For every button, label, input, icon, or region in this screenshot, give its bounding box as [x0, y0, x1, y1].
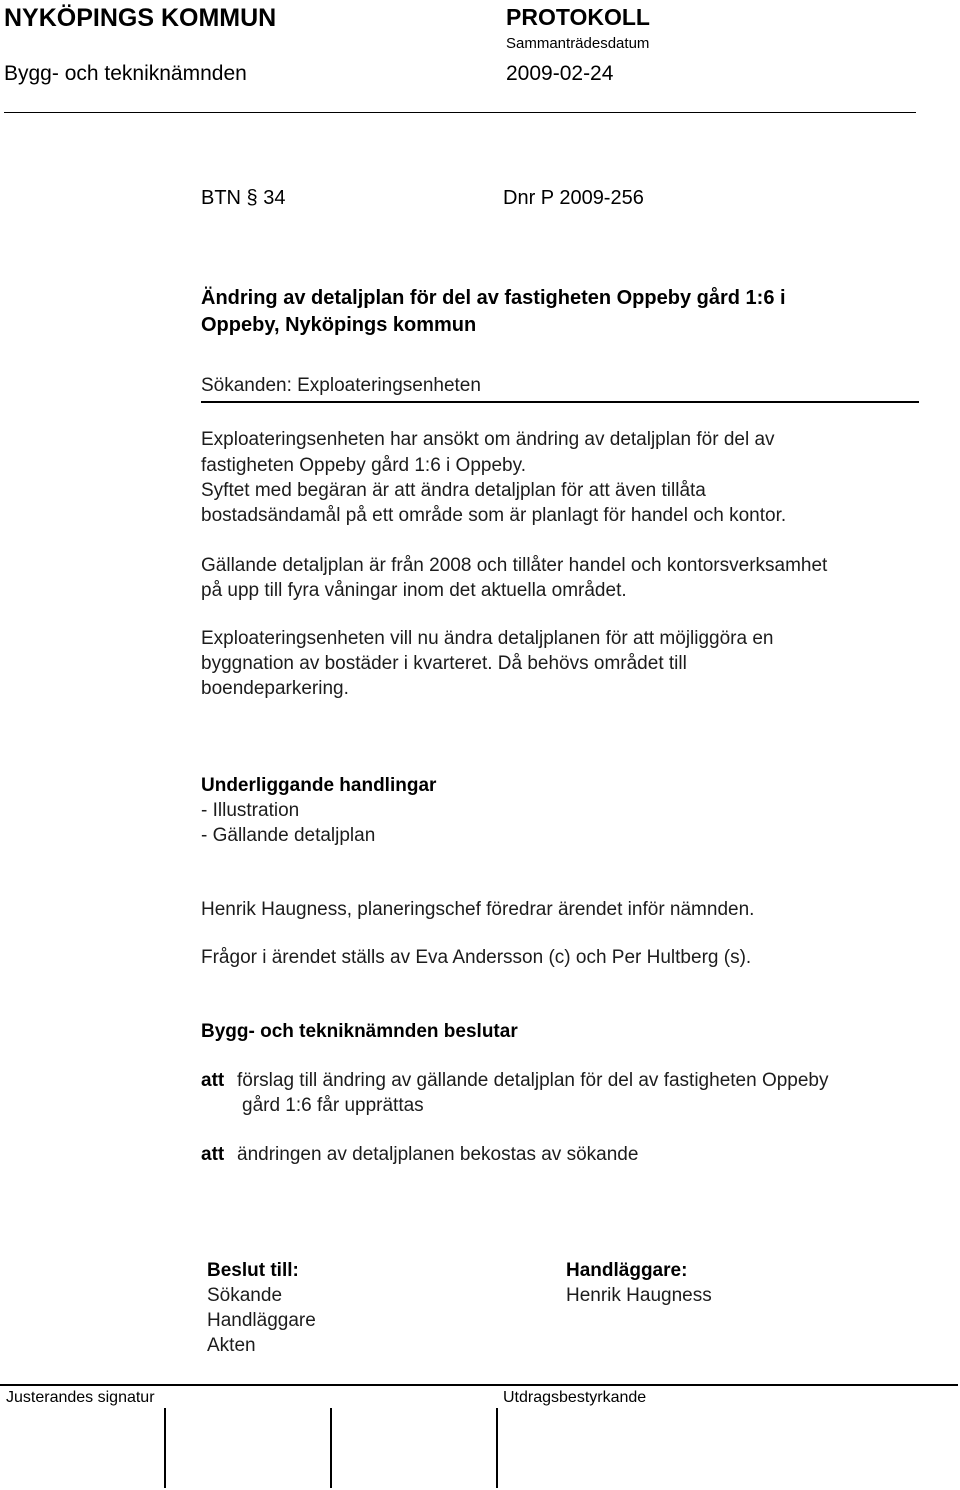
- distribution-item: Akten: [207, 1335, 256, 1356]
- date-label: Sammanträdesdatum: [506, 35, 650, 52]
- signature-divider: [164, 1408, 166, 1488]
- signature-divider: [496, 1408, 498, 1488]
- paragraph-1-line-4: bostadsändamål på ett område som är planlagt för handel och kontor.: [201, 505, 787, 526]
- committee-name: Bygg- och tekniknämnden: [4, 62, 247, 85]
- att-keyword: att: [201, 1070, 225, 1091]
- att-keyword: att: [201, 1144, 225, 1165]
- document-item: - Illustration: [201, 800, 300, 821]
- signature-divider: [330, 1408, 332, 1488]
- meeting-date: 2009-02-24: [506, 62, 614, 85]
- paragraph-1-line-3: Syftet med begäran är att ändra detaljplan för att även tillåta: [201, 480, 706, 501]
- paragraph-2-line-2: på upp till fyra våningar inom det aktuella området.: [201, 580, 627, 601]
- decision-item-1-line-1: förslag till ändring av gällande detaljplan för del av fastigheten Oppeby: [237, 1070, 829, 1091]
- applicant: Sökanden: Exploateringsenheten: [201, 375, 481, 396]
- doc-type: PROTOKOLL: [506, 4, 650, 30]
- applicant-underline: [201, 401, 919, 403]
- header-rule: [4, 112, 916, 113]
- decision-item-2: ändringen av detaljplanen bekostas av sökande: [237, 1144, 639, 1165]
- handler-heading: Handläggare:: [566, 1260, 688, 1281]
- decision-item-1-line-2: gård 1:6 får upprättas: [242, 1095, 424, 1116]
- distribution-item: Sökande: [207, 1285, 283, 1306]
- case-dnr: Dnr P 2009-256: [503, 187, 644, 209]
- paragraph-1-line-2: fastigheten Oppeby gård 1:6 i Oppeby.: [201, 455, 526, 476]
- document-item: - Gällande detaljplan: [201, 825, 376, 846]
- footer-rule: [0, 1384, 958, 1386]
- presentation-text: Henrik Haugness, planeringschef föredrar ärendet inför nämnden.: [201, 899, 755, 920]
- case-title-line1: Ändring av detaljplan för del av fastigheten Oppeby gård 1:6 i: [201, 287, 786, 309]
- paragraph-3-line-1: Exploateringsenheten vill nu ändra detaljplanen för att möjliggöra en: [201, 628, 774, 649]
- extract-label: Utdragsbestyrkande: [503, 1389, 647, 1406]
- paragraph-3-line-3: boendeparkering.: [201, 678, 349, 699]
- handler-name: Henrik Haugness: [566, 1285, 712, 1306]
- paragraph-2-line-1: Gällande detaljplan är från 2008 och tillåter handel och kontorsverksamhet: [201, 555, 828, 576]
- distribution-item: Handläggare: [207, 1310, 316, 1331]
- signature-label: Justerandes signatur: [6, 1389, 155, 1406]
- documents-heading: Underliggande handlingar: [201, 775, 437, 796]
- case-title-line2: Oppeby, Nyköpings kommun: [201, 314, 477, 336]
- case-number: BTN § 34: [201, 187, 286, 209]
- org-name: NYKÖPINGS KOMMUN: [4, 4, 277, 32]
- decision-heading: Bygg- och tekniknämnden beslutar: [201, 1021, 518, 1042]
- paragraph-3-line-2: byggnation av bostäder i kvarteret. Då behövs området till: [201, 653, 687, 674]
- paragraph-1-line-1: Exploateringsenheten har ansökt om ändring av detaljplan för del av: [201, 429, 775, 450]
- questions-text: Frågor i ärendet ställs av Eva Andersson (c) och Per Hultberg (s).: [201, 947, 752, 968]
- distribution-heading: Beslut till:: [207, 1260, 299, 1281]
